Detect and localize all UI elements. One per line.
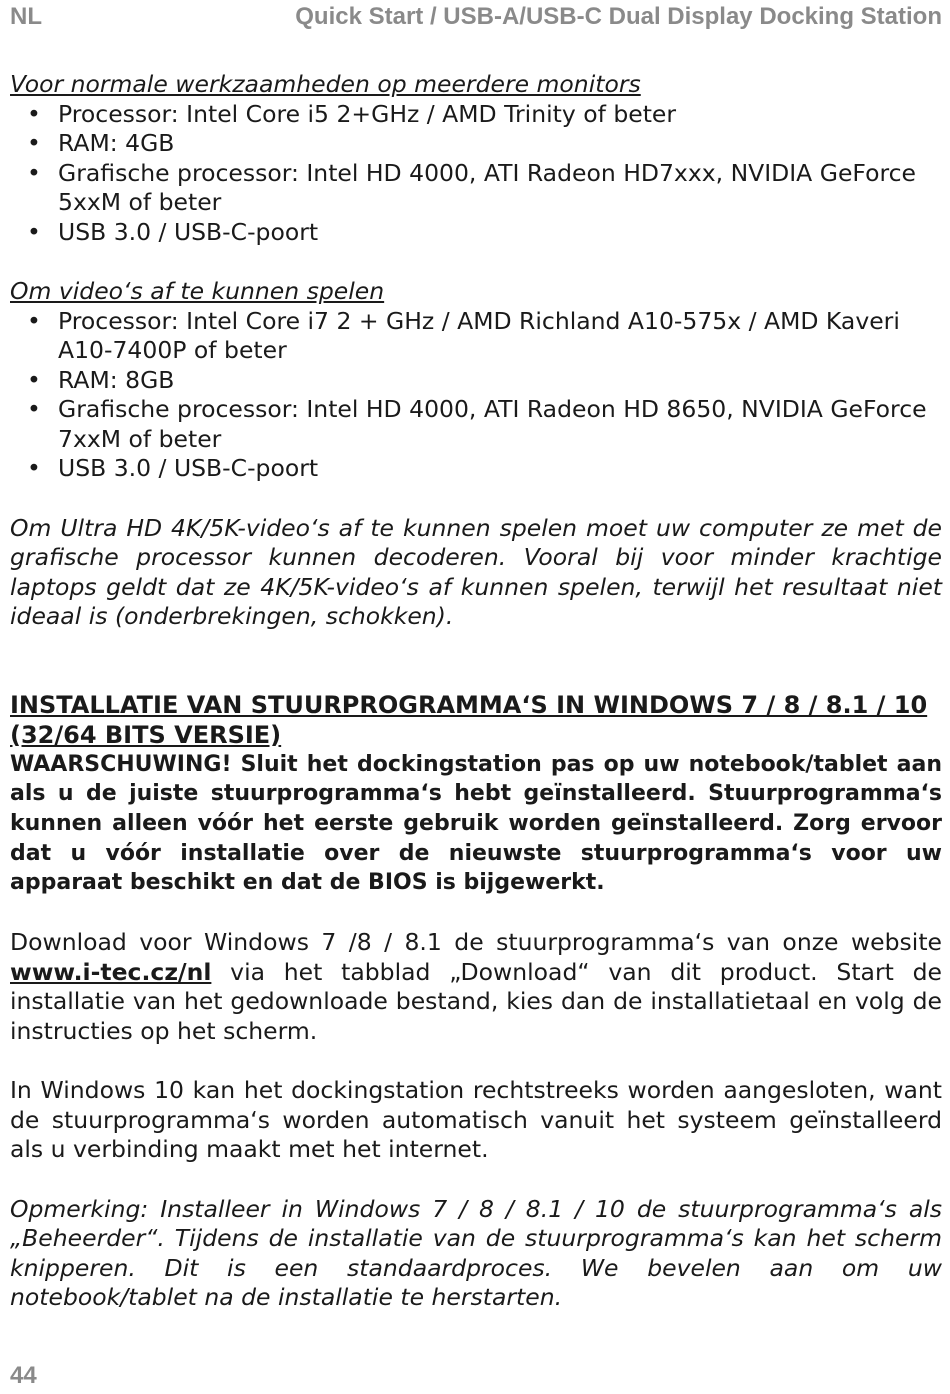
section-title-video: Om video‘s af te kunnen spelen [10, 277, 385, 305]
document-title: Quick Start / USB-A/USB-C Dual Display Docking Station [295, 3, 942, 30]
page-header [10, 0, 942, 34]
list-item: • USB 3.0 / USB-C-poort [10, 218, 942, 248]
page-content [10, 70, 942, 1313]
list-item: • Processor: Intel Core i5 2+GHz / AMD Trinity of beter [10, 100, 942, 130]
page-number: 44 [10, 1362, 37, 1389]
website-link[interactable]: www.i-tec.cz/nl [10, 957, 212, 986]
spec-list-video [10, 307, 942, 484]
spec-list-multi-monitor [10, 100, 942, 248]
list-item: • Grafische processor: Intel HD 4000, ATI Radeon HD 8650, NVIDIA GeForce 7xxM of beter [10, 395, 942, 454]
download-text-after: via het tabblad „Download“ van dit product. Start de installatie van het gedownloade bestand, kies dan de installatietaal en volg de instructies op het scherm. [10, 957, 942, 1045]
list-item: • RAM: 8GB [10, 366, 942, 396]
windows10-paragraph: In Windows 10 kan het dockingstation rechtstreeks worden aangesloten, want de stuurprogramma‘s worden automatisch vanuit het systeem geïnstalleerd als u verbinding maakt met het internet. [10, 1076, 942, 1164]
list-item: • Processor: Intel Core i7 2 + GHz / AMD Richland A10-575x / AMD Kaveri A10-7400P of beter [10, 307, 942, 366]
uhd-note: Om Ultra HD 4K/5K-video‘s af te kunnen spelen moet uw computer ze met de grafische processor kunnen decoderen. Vooral bij voor minder krachtige laptops geldt dat ze 4K/5K-video‘s af kunnen spelen, terwijl het resultaat niet ideaal is (onderbrekingen, schokken). [10, 513, 942, 630]
install-heading: INSTALLATIE VAN STUURPROGRAMMA‘S IN WINDOWS 7 / 8 / 8.1 / 10 (32/64 BITS VERSIE) [10, 690, 928, 749]
install-warning: WAARSCHUWING! Sluit het dockingstation pas op uw notebook/tablet aan als u de juiste stuurprogramma‘s hebt geïnstalleerd. Stuurprogramma‘s kunnen alleen vóór het eerste gebruik worden geïnstalleerd. Zorg ervoor dat u vóór installatie over de nieuwste stuurprogramma‘s voor uw apparaat beschikt en dat de BIOS is bijgewerkt. [10, 751, 942, 896]
language-code: NL [10, 3, 42, 30]
list-item: • RAM: 4GB [10, 129, 942, 159]
list-item: • Grafische processor: Intel HD 4000, ATI Radeon HD7xxx, NVIDIA GeForce 5xxM of beter [10, 159, 942, 218]
remark-paragraph: Opmerking: Installeer in Windows 7 / 8 / 8.1 / 10 de stuurprogramma‘s als „Beheerder“. Tijdens de installatie van de stuurprogramma‘s kan het scherm knipperen. Dit is een standaardproces. We bevelen aan om uw notebook/tablet na de installatie te herstarten. [10, 1194, 942, 1312]
list-item: • USB 3.0 / USB-C-poort [10, 454, 942, 484]
section-title-multi-monitor: Voor normale werkzaamheden op meerdere monitors [10, 70, 641, 98]
download-text-before: Download voor Windows 7 /8 / 8.1 de stuurprogramma‘s van onze website [10, 928, 942, 957]
download-paragraph [10, 928, 942, 1046]
